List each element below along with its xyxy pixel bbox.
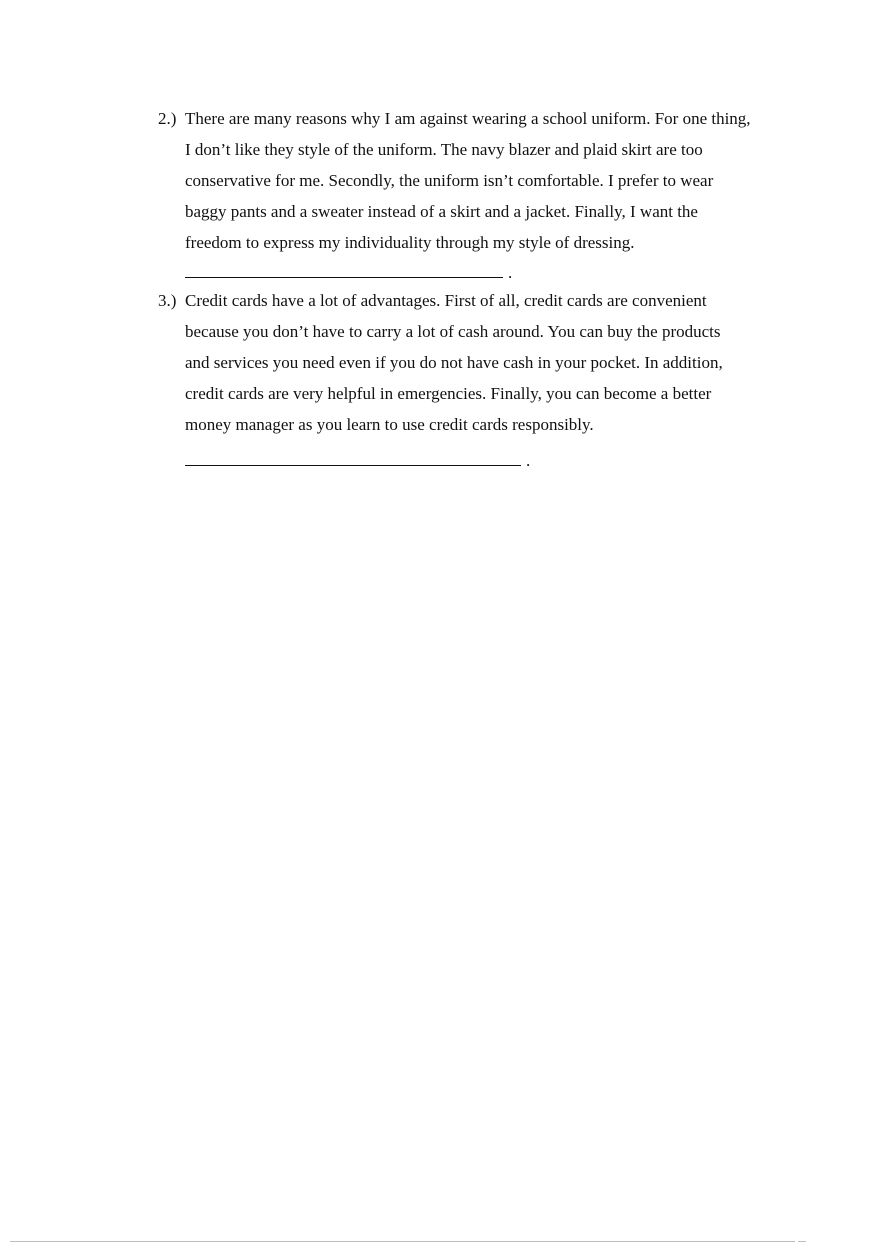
paragraph-line: money manager as you learn to use credit cards responsibly. xyxy=(185,415,594,434)
paragraph-line: credit cards are very helpful in emergencies. Finally, you can become a better xyxy=(185,384,712,403)
footer-divider xyxy=(10,1241,795,1242)
paragraph-line: baggy pants and a sweater instead of a skirt and a jacket. Finally, I want the xyxy=(185,202,698,221)
paragraph-line: freedom to express my individuality through my style of dressing. xyxy=(185,233,635,252)
paragraph-line: conservative for me. Secondly, the uniform isn’t comfortable. I prefer to wear xyxy=(185,171,714,190)
answer-blank-row xyxy=(185,450,790,471)
blank-terminator: . xyxy=(508,263,513,282)
paragraph-line: because you don’t have to carry a lot of cash around. You can buy the products xyxy=(185,322,721,341)
paragraph-line: I don’t like they style of the uniform. The navy blazer and plaid skirt are too xyxy=(185,140,703,159)
paragraph-line: Credit cards have a lot of advantages. First of all, credit cards are convenient xyxy=(185,291,707,310)
item-number: 2.) xyxy=(158,109,177,128)
paragraph-line: and services you need even if you do not have cash in your pocket. In addition, xyxy=(185,353,723,372)
answer-blank[interactable] xyxy=(185,450,521,466)
paragraph-line: There are many reasons why I am against wearing a school uniform. For one thing, xyxy=(185,109,751,128)
item-number: 3.) xyxy=(158,291,177,310)
item-paragraph xyxy=(185,103,790,283)
blank-terminator: . xyxy=(526,451,531,470)
answer-blank-row xyxy=(185,262,790,283)
answer-blank[interactable] xyxy=(185,262,503,278)
item-paragraph xyxy=(185,285,790,471)
footer-divider-end xyxy=(798,1241,806,1242)
